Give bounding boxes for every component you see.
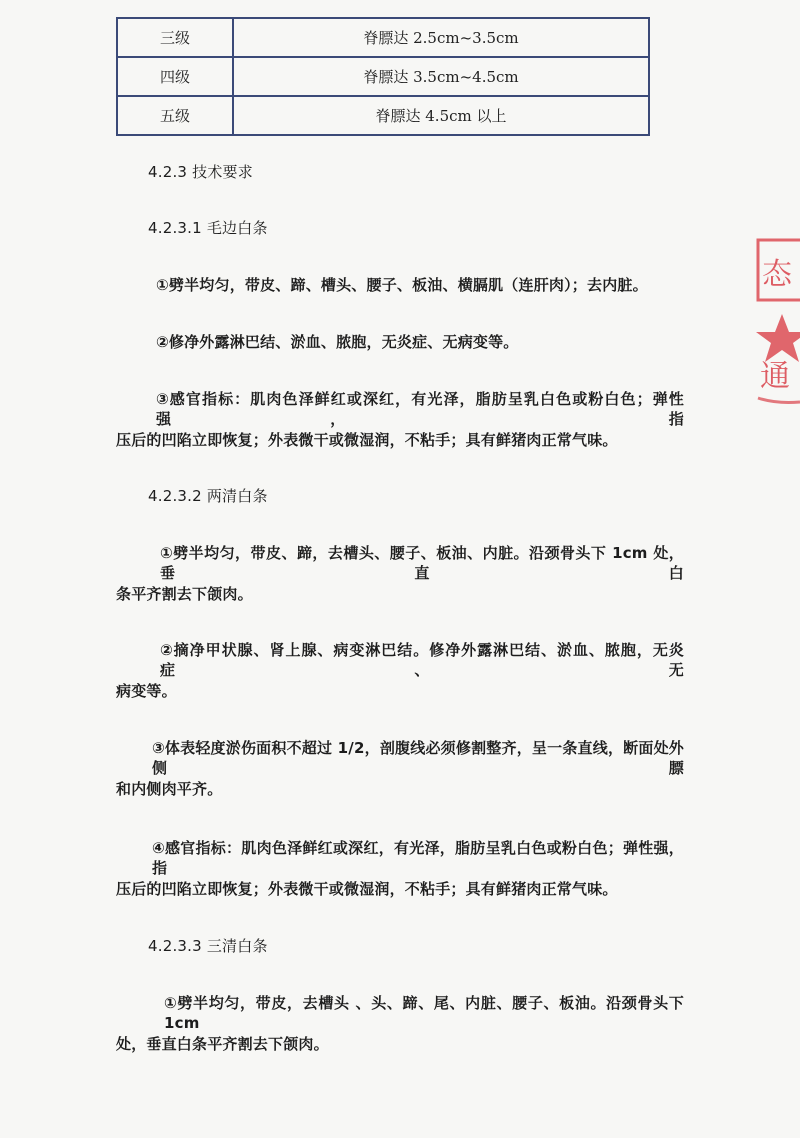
grade-table: [116, 17, 650, 136]
section-title-4-2-3-2: 4.2.3.2 两清白条: [148, 487, 268, 505]
section-title-4-2-3-1: 4.2.3.1 毛边白条: [148, 219, 268, 237]
grade-level-cell: 五级: [117, 96, 233, 135]
paragraph-continuation: 处，垂直白条平齐割去下颌肉。: [116, 1035, 329, 1053]
table-row: [117, 18, 649, 57]
paragraph: ④感官指标：肌肉色泽鲜红或深红，有光泽，脂肪呈乳白色或粉白色；弹性强， 指: [152, 839, 684, 877]
paragraph: ②摘净甲状腺、肾上腺、病变淋巴结。修净外露淋巴结、淤血、脓胞，无炎症、无: [160, 641, 684, 679]
grade-desc-cell: 脊膘达 2.5cm~3.5cm: [233, 18, 649, 57]
table-row: [117, 57, 649, 96]
paragraph: ①劈半均匀，带皮、蹄、槽头、腰子、板油、横膈肌（连肝肉）；去内脏。: [156, 276, 648, 294]
table-row: [117, 96, 649, 135]
paragraph-continuation: 条平齐割去下颌肉。: [116, 585, 253, 603]
paragraph: ②修净外露淋巴结、淤血、脓胞，无炎症、无病变等。: [156, 333, 519, 351]
section-title-4-2-3-3: 4.2.3.3 三清白条: [148, 937, 268, 955]
paragraph: ③感官指标：肌肉色泽鲜红或深红，有光泽，脂肪呈乳白色或粉白色；弹性强， 指: [156, 390, 684, 428]
svg-text:通: 通: [760, 359, 790, 394]
grade-level-cell: 四级: [117, 57, 233, 96]
paragraph-continuation: 和内侧肉平齐。: [116, 780, 223, 798]
paragraph-continuation: 病变等。: [116, 682, 177, 700]
grade-desc-cell: 脊膘达 4.5cm 以上: [233, 96, 649, 135]
paragraph: ③体表轻度淤伤面积不超过 1/2，剖腹线必须修割整齐，呈一条直线，断面处外侧膘: [152, 739, 684, 777]
red-seal-stamp: [756, 226, 800, 416]
grade-desc-cell: 脊膘达 3.5cm~4.5cm: [233, 57, 649, 96]
paragraph: ①劈半均匀，带皮，去槽头 、头、蹄、尾、内脏、腰子、板油。沿颈骨头下 1cm: [164, 994, 684, 1032]
grade-level-cell: 三级: [117, 18, 233, 57]
paragraph-continuation: 压后的凹陷立即恢复；外表微干或微湿润，不粘手；具有鲜猪肉正常气味。: [116, 431, 618, 449]
paragraph: ①劈半均匀，带皮、蹄，去槽头、腰子、板油、内脏。沿颈骨头下 1cm 处，垂直白: [160, 544, 684, 582]
svg-text:态: 态: [762, 257, 792, 292]
paragraph-continuation: 压后的凹陷立即恢复；外表微干或微湿润，不粘手；具有鲜猪肉正常气味。: [116, 880, 618, 898]
section-title-4-2-3: 4.2.3 技术要求: [148, 163, 253, 181]
